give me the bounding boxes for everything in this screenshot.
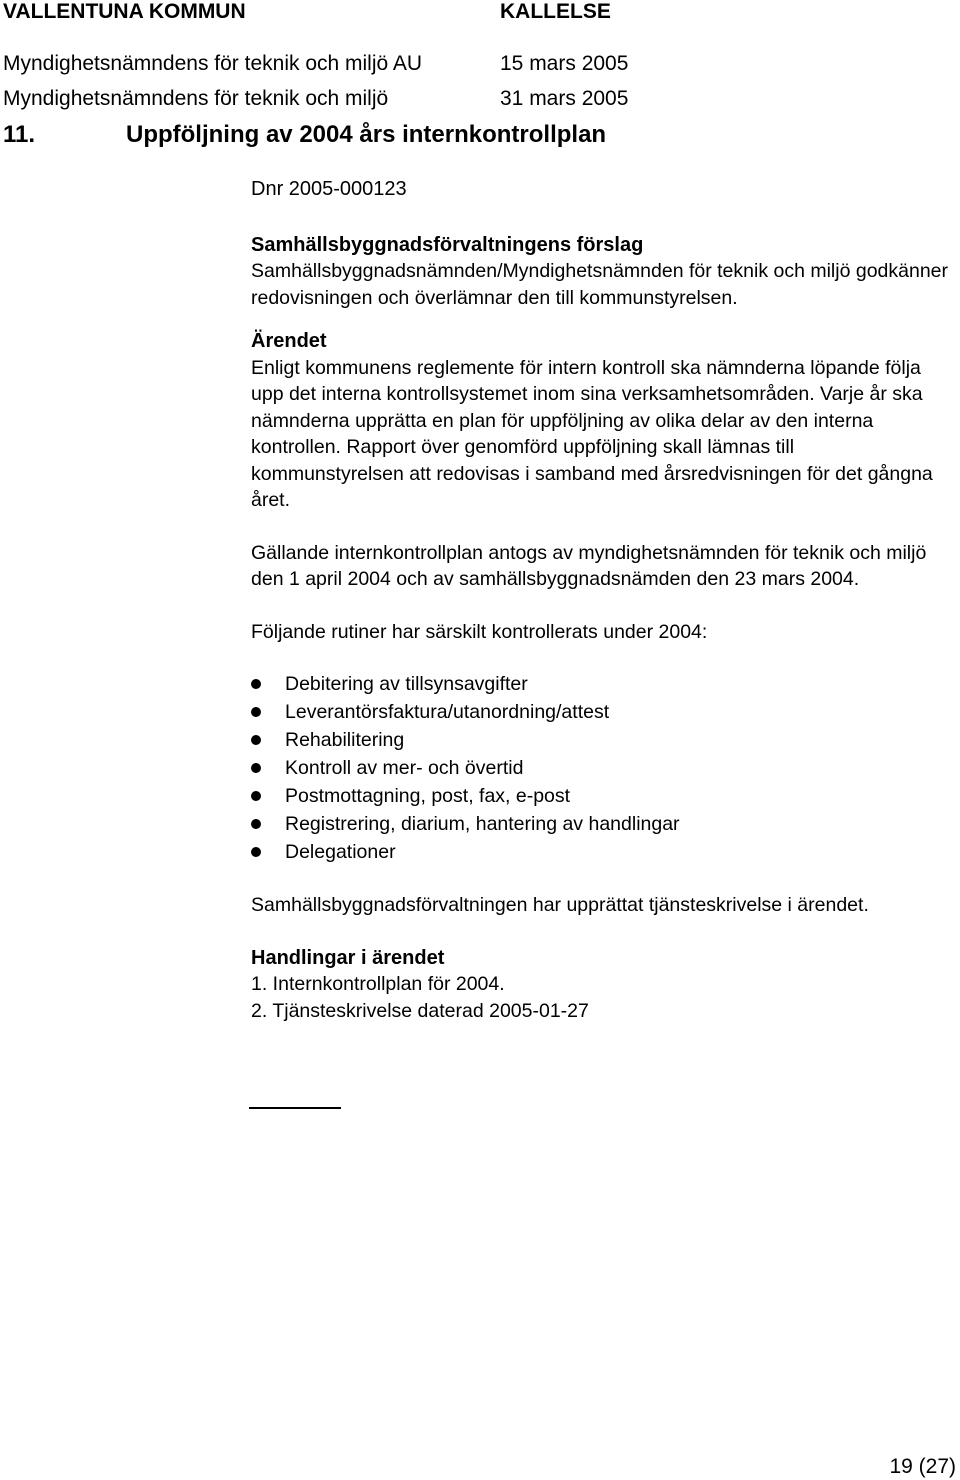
list-item-text: Leverantörsfaktura/utanordning/attest (285, 701, 610, 723)
list-item (251, 670, 951, 698)
item-title: Uppföljning av 2004 års internkontrollplan (126, 121, 607, 148)
list-item (251, 838, 951, 866)
list-item-text: Registrering, diarium, hantering av handlingar (285, 813, 680, 835)
bullet-icon (251, 763, 261, 773)
list-item-text: Kontroll av mer- och övertid (285, 757, 524, 779)
bullet-icon (251, 707, 261, 717)
item-number: 11. (3, 121, 36, 148)
bullet-icon (251, 679, 261, 689)
matter-paragraph-1: Enligt kommunens reglemente för intern kontroll ska nämnderna löpande följa upp det interna kontrollsystemet inom sina verksamhetsområden. Varje år ska nämnderna upprätta en plan för uppföljning av olika delar av den interna kontrollen. Rapport över genomförd uppföljning skall lämnas till kommunstyrelsen att redovisas i samband med årsredvisningen för det gångna året. (251, 356, 933, 511)
list-item (251, 810, 951, 838)
meeting-date-1: 15 mars 2005 (500, 52, 629, 75)
matter-paragraph-2: Gällande internkontrollplan antogs av myndighetsnämnden för teknik och miljö den 1 april 2004 och av samhällsbyggnadsnämden den 23 mars 2004. (251, 541, 927, 590)
meeting-date-2: 31 mars 2005 (500, 87, 629, 110)
matter-paragraph-3: Följande rutiner har särskilt kontrollerats under 2004: (251, 620, 708, 643)
document-type: KALLELSE (500, 0, 611, 23)
org-name: VALLENTUNA KOMMUN (3, 0, 246, 23)
documents-heading: Handlingar i ärendet (251, 946, 445, 969)
list-item (251, 726, 951, 754)
meeting-body-2: Myndighetsnämndens för teknik och miljö (3, 87, 389, 110)
bullet-icon (251, 847, 261, 857)
proposal-text: Samhällsbyggnadsnämnden/Myndighetsnämnden för teknik och miljö godkänner redovisningen och överlämnar den till kommunstyrelsen. (251, 260, 949, 309)
proposal-heading: Samhällsbyggnadsförvaltningens förslag (251, 233, 644, 256)
dnr: Dnr 2005-000123 (251, 178, 407, 200)
list-item (251, 698, 951, 726)
list-item (251, 782, 951, 810)
list-item-text: Delegationer (285, 841, 396, 863)
document-item: 2. Tjänsteskrivelse daterad 2005-01-27 (251, 999, 589, 1022)
page-number: 19 (27) (889, 1455, 956, 1478)
matter-heading: Ärendet (251, 330, 327, 352)
bullet-icon (251, 735, 261, 745)
list-item (251, 754, 951, 782)
bullet-icon (251, 791, 261, 801)
list-item-text: Rehabilitering (285, 729, 405, 751)
end-rule (249, 1107, 341, 1109)
matter-paragraph-4: Samhällsbyggnadsförvaltningen har upprättat tjänsteskrivelse i ärendet. (251, 894, 869, 916)
bullet-icon (251, 819, 261, 829)
item-content (251, 176, 951, 1024)
routines-list (251, 670, 951, 866)
document-item: 1. Internkontrollplan för 2004. (251, 973, 505, 995)
list-item-text: Debitering av tillsynsavgifter (285, 673, 528, 695)
list-item-text: Postmottagning, post, fax, e-post (285, 785, 571, 807)
meeting-body-1: Myndighetsnämndens för teknik och miljö AU (3, 52, 423, 75)
